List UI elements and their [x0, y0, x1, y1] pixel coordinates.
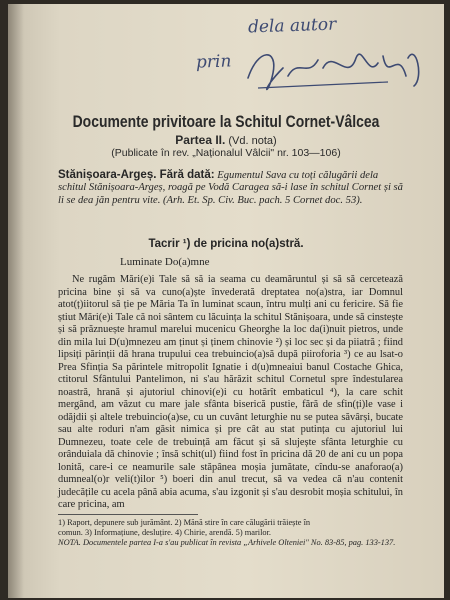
- publication-note: (Publicate în rev. „Naționalul Vâlcii" nr. 103—106): [111, 147, 341, 159]
- footnote-nota: [58, 538, 403, 548]
- footnote-line-2: comun. 3) Informațiune, desluțire. 4) Chirie, arendă. 5) marilor.: [58, 528, 272, 538]
- author-signature: [238, 38, 428, 98]
- nota-text: Documentele partea I-a s'au publicat în revista „Arhivele Olteniei" No. 83-85, pag. 133-137.: [82, 538, 396, 548]
- page-edge-shadow: [8, 4, 24, 598]
- dedication-line-2: prin: [195, 51, 232, 73]
- footnote-line-1: 1) Raport, depunere sub jurământ. 2) Mănă stire în care călugării trăiește în: [58, 518, 311, 527]
- footnote-divider: [58, 514, 198, 515]
- document-description: Egumentul Sava cu toți călugării dela schitul Stănișoara-Argeș, roagă pe Vodă Caragea să-i lase în schitul Cornet și să li se dea jăn pentru vite. (Arh. Et. Sp. Civ. Buc. pach. 5 Cornet doc. 53).: [58, 170, 403, 206]
- part-label: Partea II.: [175, 133, 226, 147]
- dedication-line-1: dela autor: [247, 14, 337, 38]
- part-heading: [8, 133, 444, 147]
- main-paragraph: Ne rugăm Mări(e)i Tale să să ia seama cu deamăruntul și să să cercetează pricina bine și să va cuno(a)ște învederată dreptatea no(a)stra, iar Domnul atot(ț)iitorul să ție pe Măria Ta în luminat scaun, întru mulți ani cu fericire. Să fie știut Mări(e)i Tale că noi sântem cu lăcuința la schitul Stănișoara, unde să cinstește și să prăznuește hramul marelui mucenicu Gheorghe la loc da(i)nuit pietros, unde din mila lui D(u)mnezeu am ținut și ținem chinovie ²) și loc sec și da piiatră ; fiind lipsiți părinții dă hrana trupului cea trebuincio(a)să după piiroforia ³) ce au lsat-o Prea Sfinția Sa părintele mitropolit Ignatie i d(u)mneaiui banul Costache Ghica, ctitorul Sfântului Pantelimon, ni s'au hărăzit schitul Cornetul spre îndestularea noastră, hrană și ajutoriul chinovi(e)i cu hotărît embaticul ⁴), la care schit mergând, am văzut cu mare jale sfânta biserică pustie, fără de sfin(ți)le vase i odăjdii și altele trebuincio(a)se, cu un cuvânt leturghie nu se putea săvârși, bucate sau alte roduri n'am găsit nimica și pre cât au stat putința cu ajutoriul lui Dumnezeu, toate cele de trebuință am făcut și să slujește sfânta leturghie cu orânduiala dă chinovie ; însă schit(ul) fiind fost în pricina dă 20 de ani cu un popa lonită, care-i ce neamurile sale stăpânea moșia jumătate, cîndu-se anaforao(a) dumneal(o)r veli(t)ilor ⁵) boeri din anul trecut, să va vedea că n'au contenit judecățile cu acela până abia acuma, s'au izgonit și s'au desrobit moșia schitului, în care pricina, am: [58, 274, 403, 510]
- salutation: Luminate Do(a)mne: [120, 256, 210, 268]
- handwritten-dedication: [158, 10, 428, 94]
- part-note: (Vd. nota): [228, 135, 277, 147]
- section-heading: Tacrir ¹) de pricina no(a)stră.: [148, 238, 304, 250]
- document-location-date: Stănișoara-Argeș. Fără dată:: [58, 169, 215, 181]
- page-title: Documente privitoare la Schitul Cornet-Vâlcea: [72, 112, 380, 131]
- document-page: [8, 4, 444, 598]
- nota-label: NOTA.: [58, 538, 81, 548]
- footnotes: [58, 518, 403, 549]
- document-heading: [58, 169, 403, 207]
